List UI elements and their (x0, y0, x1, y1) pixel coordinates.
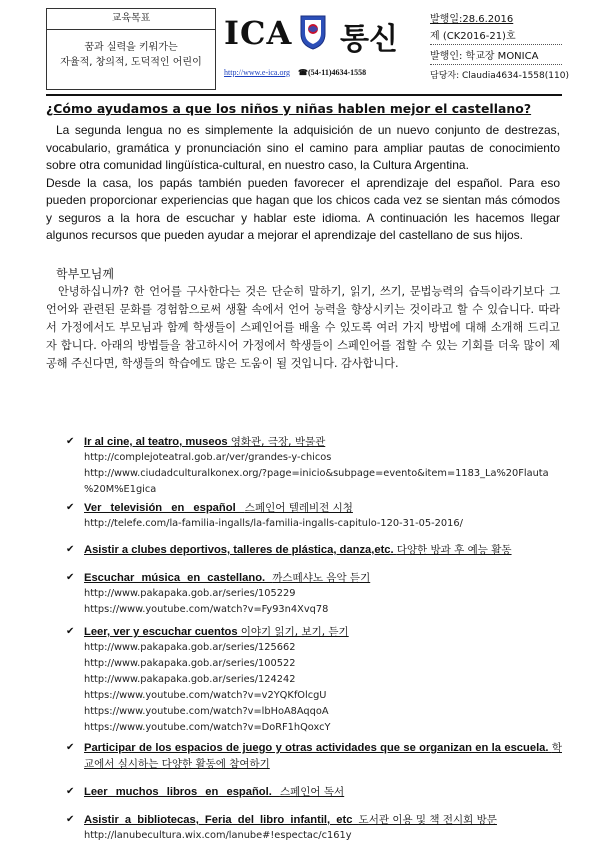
goal-text (47, 30, 215, 70)
item-label: Asistir a clubes deportivos, talleres de plástica, danza,etc. 다양한 방과 후 예능 활동 (84, 544, 512, 556)
resource-link[interactable]: http://www.pakapaka.gob.ar/series/124242 (84, 674, 296, 685)
list-item (66, 812, 562, 848)
list-item (66, 624, 562, 740)
issue-info (430, 8, 569, 90)
goal-label: 교육목표 (47, 9, 215, 30)
checkmark-icon: ✔ (66, 786, 75, 797)
item-label: Escuchar música en castellano. 까스떼샤노 음악 듣기 (84, 572, 371, 584)
contact-person: 담당자: Claudia4634-1558(110) (430, 71, 569, 81)
resource-link[interactable]: http://www.pakapaka.gob.ar/series/125662 (84, 642, 296, 653)
list-item (66, 740, 562, 784)
checkmark-icon: ✔ (66, 572, 75, 583)
intro-paragraph-1: La segunda lengua no es simplemente la adquisición de un nuevo conjunto de destrezas, vocabulario, gramática y pronunciación sino el camino para ampliar pautas de conocimiento sobre otra comunidad lingüística-cultural, en nuestro caso, la Cultura Argentina. (46, 123, 560, 172)
header-rule (46, 94, 562, 96)
resource-link[interactable]: https://www.youtube.com/watch?v=Fy93n4Xvq78 (84, 604, 329, 615)
page-title: ¿Cómo ayudamos a que los niños y niñas hablen mejor el castellano? (46, 101, 532, 116)
divider (430, 64, 562, 65)
logo-tongsin-text: 통신 (340, 22, 398, 57)
school-seal-icon (298, 14, 328, 50)
item-label: Asistir a bibliotecas, Feria del libro infantil, etc 도서관 이용 및 책 전시회 방문 (84, 814, 497, 826)
divider (430, 44, 562, 45)
goal-line-2: 자율적, 창의적, 도덕적인 어린이 (60, 57, 202, 68)
issue-date: 발행일:28.6.2016 (430, 14, 514, 25)
checkmark-icon: ✔ (66, 626, 75, 637)
checkmark-icon: ✔ (66, 502, 75, 513)
item-label: Leer, ver y escuchar cuentos 이야기 읽기, 보기, 듣기 (84, 626, 349, 638)
resource-link[interactable]: http://www.pakapaka.gob.ar/series/100522 (84, 658, 296, 669)
education-goal-box (46, 8, 216, 90)
list-item (66, 570, 562, 624)
list-item (66, 500, 562, 542)
resource-link[interactable]: http://complejoteatral.gob.ar/ver/grandes-y-chicos (84, 452, 332, 463)
greeting-korean: 학부모님께 (56, 267, 114, 281)
masthead (216, 8, 428, 90)
resource-list (66, 434, 562, 848)
checkmark-icon: ✔ (66, 544, 75, 555)
resource-link[interactable]: http://telefe.com/la-familia-ingalls/la-familia-ingalls-capitulo-120-31-05-2016/ (84, 518, 463, 529)
resource-link[interactable]: https://www.youtube.com/watch?v=v2YQKfOlcgU (84, 690, 327, 701)
checkmark-icon: ✔ (66, 742, 75, 753)
resource-link[interactable]: https://www.youtube.com/watch?v=lbHoA8AqqoA (84, 706, 329, 717)
item-label: Participar de los espacios de juego y otras actividades que se organizan en la escuela. 학교에서 실시하는 다양한 활동에 참여하기 (84, 742, 562, 770)
intro-paragraph-2: Desde la casa, los papás también pueden favorecer el aprendizaje del español. Para eso pueden proporcionar experiencias que hagan que los chicos cada vez se sientan más cómodos y seguros a la hora de escuchar y hablar este idioma. A continuación les hacemos llegar algunos recursos que pueden ayudar a mejorar el aprendizaje del castellano de sus hijos. (46, 175, 560, 242)
intro-spanish (46, 122, 560, 245)
logo-ica-text: ICA (224, 14, 293, 52)
item-label: Leer muchos libros en español. 스페인어 독서 (84, 786, 345, 798)
goal-line-1: 꿈과 실력을 키워가는 (84, 42, 178, 53)
list-item (66, 542, 562, 570)
checkmark-icon: ✔ (66, 436, 75, 447)
newsletter-header (46, 8, 569, 90)
phone-number: ☎(54-11)4634-1558 (297, 68, 367, 77)
issue-number: 제 (CK2016-21)호 (430, 31, 516, 42)
resource-link[interactable]: http://www.pakapaka.gob.ar/series/105229 (84, 588, 296, 599)
item-label: Ir al cine, al teatro, museos 영화관, 극장, 박물관 (84, 436, 326, 448)
website-link[interactable]: http://www.e-ica.org (224, 68, 290, 77)
list-item (66, 784, 562, 812)
item-label: Ver televisión en español 스페인어 텔레비전 시청 (84, 502, 353, 514)
checkmark-icon: ✔ (66, 814, 75, 825)
intro-korean: 안녕하십니까? 한 언어를 구사한다는 것은 단순히 말하기, 읽기, 쓰기, 문법능력의 습득이라기보다 그 언어와 관련된 문화를 경험함으로써 생활 속에서 언어 능력을 향상시키는 것이라고 할 수 있습니다. 따라서 가정에서도 부모님과 함께 학생들이 스페인어를 배울 수 있도록 여러 가지 방법에 대해 소개해 드리고자 합니다. 아래의 방법들을 참고하시어 가정에서 학생들이 스페인어를 접할 수 있는 기회를 더욱 많이 제공해 주신다면, 학생들의 학습에도 많은 도움이 될 것입니다. 감사합니다. (46, 285, 560, 370)
resource-link[interactable]: http://www.ciudadculturalkonex.org/?page=inicio&subpage=evento&item=1183_La%20Flauta (84, 468, 549, 479)
publisher: 발행인: 학교장 MONICA (430, 51, 539, 62)
resource-link[interactable]: %20M%E1gica (84, 484, 157, 495)
resource-link[interactable]: http://lanubecultura.wix.com/lanube#!espectac/c161y (84, 830, 352, 841)
list-item (66, 434, 562, 500)
resource-link[interactable]: https://www.youtube.com/watch?v=DoRF1hQoxcY (84, 722, 331, 733)
contact-line (224, 68, 366, 77)
